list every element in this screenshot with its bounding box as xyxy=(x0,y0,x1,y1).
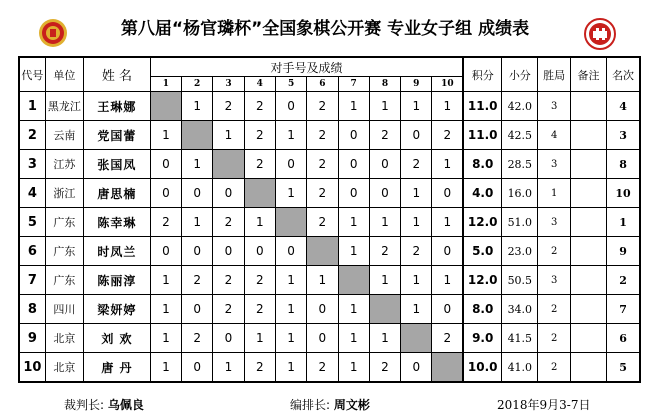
result-cell: 1 xyxy=(182,208,213,237)
player-code: 3 xyxy=(19,150,45,179)
result-cell: 0 xyxy=(182,353,213,383)
result-cell: 0 xyxy=(213,179,244,208)
referee-name: 乌佩良 xyxy=(107,398,144,412)
referee-line xyxy=(64,396,144,413)
result-cell: 2 xyxy=(432,324,463,353)
opponent-number: 4 xyxy=(244,77,275,92)
result-cell: 1 xyxy=(401,266,432,295)
player-name: 陈幸琳 xyxy=(84,208,151,237)
opponent-number: 7 xyxy=(338,77,369,92)
result-cell: 0 xyxy=(432,179,463,208)
result-cell: 1 xyxy=(275,324,306,353)
result-cell: 2 xyxy=(150,208,181,237)
self-cell xyxy=(150,92,181,121)
result-cell: 2 xyxy=(213,92,244,121)
table-row xyxy=(19,121,640,150)
self-cell xyxy=(213,150,244,179)
result-cell: 2 xyxy=(244,150,275,179)
self-cell xyxy=(307,237,338,266)
table-row xyxy=(19,237,640,266)
player-unit: 广东 xyxy=(45,237,83,266)
player-rank: 8 xyxy=(607,150,640,179)
player-name: 刘 欢 xyxy=(84,324,151,353)
player-tiebreak: 50.5 xyxy=(502,266,538,295)
result-cell: 1 xyxy=(213,121,244,150)
player-unit: 北京 xyxy=(45,353,83,383)
table-row xyxy=(19,150,640,179)
result-cell: 2 xyxy=(369,237,400,266)
result-cell: 0 xyxy=(275,150,306,179)
table-row xyxy=(19,353,640,383)
player-notes xyxy=(570,92,606,121)
result-cell: 0 xyxy=(401,121,432,150)
event-date: 2018年9月3-7日 xyxy=(497,398,591,412)
arranger-label: 编排长: xyxy=(290,398,331,412)
player-tiebreak: 42.5 xyxy=(502,121,538,150)
player-name: 陈丽淳 xyxy=(84,266,151,295)
result-cell: 0 xyxy=(213,324,244,353)
player-notes xyxy=(570,353,606,383)
player-tiebreak: 41.0 xyxy=(502,353,538,383)
table-row xyxy=(19,179,640,208)
result-cell: 1 xyxy=(432,208,463,237)
result-cell: 2 xyxy=(244,295,275,324)
self-cell xyxy=(275,208,306,237)
table-row xyxy=(19,266,640,295)
player-name: 唐 丹 xyxy=(84,353,151,383)
player-points: 5.0 xyxy=(463,237,501,266)
result-cell: 2 xyxy=(307,179,338,208)
header-name: 姓 名 xyxy=(84,57,151,92)
self-cell xyxy=(369,295,400,324)
player-unit: 江苏 xyxy=(45,150,83,179)
result-cell: 2 xyxy=(213,266,244,295)
header-rank: 名次 xyxy=(607,57,640,92)
player-rank: 6 xyxy=(607,324,640,353)
player-notes xyxy=(570,295,606,324)
result-cell: 0 xyxy=(275,237,306,266)
player-unit: 广东 xyxy=(45,266,83,295)
header-points: 积分 xyxy=(463,57,501,92)
result-cell: 1 xyxy=(275,353,306,383)
player-points: 11.0 xyxy=(463,121,501,150)
result-cell: 0 xyxy=(150,179,181,208)
player-notes xyxy=(570,179,606,208)
result-cell: 1 xyxy=(432,150,463,179)
result-cell: 0 xyxy=(307,295,338,324)
result-cell: 1 xyxy=(338,208,369,237)
result-cell: 1 xyxy=(275,121,306,150)
result-cell: 0 xyxy=(338,179,369,208)
player-code: 10 xyxy=(19,353,45,383)
result-cell: 1 xyxy=(307,266,338,295)
result-cell: 2 xyxy=(244,92,275,121)
player-rank: 5 xyxy=(607,353,640,383)
result-cell: 1 xyxy=(182,150,213,179)
player-code: 8 xyxy=(19,295,45,324)
player-name: 唐思楠 xyxy=(84,179,151,208)
player-unit: 四川 xyxy=(45,295,83,324)
result-cell: 1 xyxy=(275,295,306,324)
result-cell: 2 xyxy=(244,353,275,383)
opponent-number: 5 xyxy=(275,77,306,92)
player-unit: 黑龙江 xyxy=(45,92,83,121)
player-notes xyxy=(570,121,606,150)
opponent-number: 10 xyxy=(432,77,463,92)
result-cell: 2 xyxy=(369,353,400,383)
result-cell: 1 xyxy=(338,237,369,266)
result-cell: 1 xyxy=(150,295,181,324)
player-points: 4.0 xyxy=(463,179,501,208)
result-cell: 0 xyxy=(150,237,181,266)
player-tiebreak: 23.0 xyxy=(502,237,538,266)
header-unit: 单位 xyxy=(45,57,83,92)
self-cell xyxy=(401,324,432,353)
result-cell: 2 xyxy=(307,92,338,121)
player-tiebreak: 42.0 xyxy=(502,92,538,121)
player-wins: 4 xyxy=(538,121,570,150)
player-wins: 3 xyxy=(538,150,570,179)
header-tiebreak: 小分 xyxy=(502,57,538,92)
player-tiebreak: 51.0 xyxy=(502,208,538,237)
result-cell: 2 xyxy=(369,121,400,150)
result-cell: 1 xyxy=(150,121,181,150)
player-tiebreak: 34.0 xyxy=(502,295,538,324)
result-cell: 0 xyxy=(182,295,213,324)
player-wins: 1 xyxy=(538,179,570,208)
result-cell: 1 xyxy=(401,92,432,121)
header-notes: 备注 xyxy=(570,57,606,92)
self-cell xyxy=(182,121,213,150)
player-points: 8.0 xyxy=(463,295,501,324)
player-name: 张国凤 xyxy=(84,150,151,179)
referee-label: 裁判长: xyxy=(64,398,105,412)
result-cell: 1 xyxy=(150,353,181,383)
player-name: 时凤兰 xyxy=(84,237,151,266)
header-wins: 胜局 xyxy=(538,57,570,92)
result-cell: 2 xyxy=(244,266,275,295)
result-cell: 0 xyxy=(275,92,306,121)
result-cell: 1 xyxy=(432,266,463,295)
player-code: 7 xyxy=(19,266,45,295)
result-cell: 2 xyxy=(213,208,244,237)
player-notes xyxy=(570,324,606,353)
player-unit: 广东 xyxy=(45,208,83,237)
result-cell: 1 xyxy=(275,266,306,295)
result-cell: 1 xyxy=(401,179,432,208)
player-tiebreak: 28.5 xyxy=(502,150,538,179)
result-cell: 0 xyxy=(401,353,432,383)
opponent-number: 2 xyxy=(182,77,213,92)
emblem-right-icon xyxy=(584,18,616,50)
result-cell: 0 xyxy=(338,150,369,179)
result-cell: 1 xyxy=(369,266,400,295)
result-cell: 1 xyxy=(338,92,369,121)
opponent-number: 6 xyxy=(307,77,338,92)
result-cell: 1 xyxy=(401,295,432,324)
table-row xyxy=(19,295,640,324)
score-table xyxy=(18,56,641,383)
player-code: 1 xyxy=(19,92,45,121)
player-rank: 4 xyxy=(607,92,640,121)
arranger-name: 周文彬 xyxy=(333,398,370,412)
result-cell: 1 xyxy=(338,353,369,383)
player-notes xyxy=(570,266,606,295)
table-row xyxy=(19,92,640,121)
result-cell: 1 xyxy=(213,353,244,383)
result-cell: 1 xyxy=(432,92,463,121)
player-points: 10.0 xyxy=(463,353,501,383)
opponent-number: 3 xyxy=(213,77,244,92)
player-unit: 云南 xyxy=(45,121,83,150)
result-cell: 2 xyxy=(244,121,275,150)
self-cell xyxy=(432,353,463,383)
result-cell: 0 xyxy=(150,150,181,179)
table-row xyxy=(19,324,640,353)
player-rank: 2 xyxy=(607,266,640,295)
player-wins: 2 xyxy=(538,237,570,266)
page-title: 第八届“杨官璘杯”全国象棋公开赛 专业女子组 成绩表 xyxy=(120,19,530,39)
player-rank: 3 xyxy=(607,121,640,150)
player-name: 梁妍婷 xyxy=(84,295,151,324)
self-cell xyxy=(338,266,369,295)
header-opponents: 对手号及成绩 xyxy=(150,57,463,77)
result-cell: 2 xyxy=(401,150,432,179)
player-code: 4 xyxy=(19,179,45,208)
result-cell: 2 xyxy=(307,150,338,179)
result-cell: 2 xyxy=(401,237,432,266)
result-cell: 0 xyxy=(182,237,213,266)
player-unit: 浙江 xyxy=(45,179,83,208)
result-cell: 2 xyxy=(213,295,244,324)
result-cell: 0 xyxy=(432,237,463,266)
player-points: 12.0 xyxy=(463,208,501,237)
result-cell: 1 xyxy=(401,208,432,237)
result-cell: 1 xyxy=(182,92,213,121)
result-cell: 1 xyxy=(338,295,369,324)
result-cell: 2 xyxy=(307,208,338,237)
player-wins: 3 xyxy=(538,92,570,121)
player-wins: 2 xyxy=(538,353,570,383)
result-cell: 2 xyxy=(182,324,213,353)
header-code: 代号 xyxy=(19,57,45,92)
opponent-number: 9 xyxy=(401,77,432,92)
result-cell: 0 xyxy=(244,237,275,266)
player-code: 6 xyxy=(19,237,45,266)
result-cell: 2 xyxy=(182,266,213,295)
player-rank: 7 xyxy=(607,295,640,324)
result-cell: 2 xyxy=(307,353,338,383)
result-cell: 1 xyxy=(275,179,306,208)
self-cell xyxy=(244,179,275,208)
opponent-number: 8 xyxy=(369,77,400,92)
result-cell: 1 xyxy=(150,324,181,353)
opponent-number: 1 xyxy=(150,77,181,92)
result-cell: 2 xyxy=(432,121,463,150)
arranger-line xyxy=(290,396,370,413)
player-points: 8.0 xyxy=(463,150,501,179)
result-cell: 1 xyxy=(369,92,400,121)
result-cell: 0 xyxy=(432,295,463,324)
player-tiebreak: 16.0 xyxy=(502,179,538,208)
result-cell: 2 xyxy=(307,121,338,150)
player-points: 9.0 xyxy=(463,324,501,353)
player-wins: 2 xyxy=(538,295,570,324)
table-row xyxy=(19,208,640,237)
result-cell: 1 xyxy=(369,208,400,237)
player-code: 9 xyxy=(19,324,45,353)
result-cell: 0 xyxy=(369,150,400,179)
result-cell: 1 xyxy=(244,208,275,237)
player-wins: 3 xyxy=(538,208,570,237)
player-points: 12.0 xyxy=(463,266,501,295)
player-points: 11.0 xyxy=(463,92,501,121)
player-code: 2 xyxy=(19,121,45,150)
player-unit: 北京 xyxy=(45,324,83,353)
player-tiebreak: 41.5 xyxy=(502,324,538,353)
result-cell: 1 xyxy=(369,324,400,353)
player-rank: 9 xyxy=(607,237,640,266)
player-wins: 3 xyxy=(538,266,570,295)
player-notes xyxy=(570,150,606,179)
result-cell: 0 xyxy=(307,324,338,353)
player-rank: 1 xyxy=(607,208,640,237)
player-name: 王琳娜 xyxy=(84,92,151,121)
result-cell: 1 xyxy=(244,324,275,353)
player-code: 5 xyxy=(19,208,45,237)
result-cell: 1 xyxy=(338,324,369,353)
result-cell: 0 xyxy=(182,179,213,208)
player-wins: 2 xyxy=(538,324,570,353)
result-cell: 0 xyxy=(369,179,400,208)
player-name: 党国蕾 xyxy=(84,121,151,150)
score-table-body xyxy=(19,92,640,383)
result-cell: 0 xyxy=(213,237,244,266)
player-notes xyxy=(570,208,606,237)
result-cell: 1 xyxy=(150,266,181,295)
player-notes xyxy=(570,237,606,266)
player-rank: 10 xyxy=(607,179,640,208)
result-cell: 0 xyxy=(338,121,369,150)
